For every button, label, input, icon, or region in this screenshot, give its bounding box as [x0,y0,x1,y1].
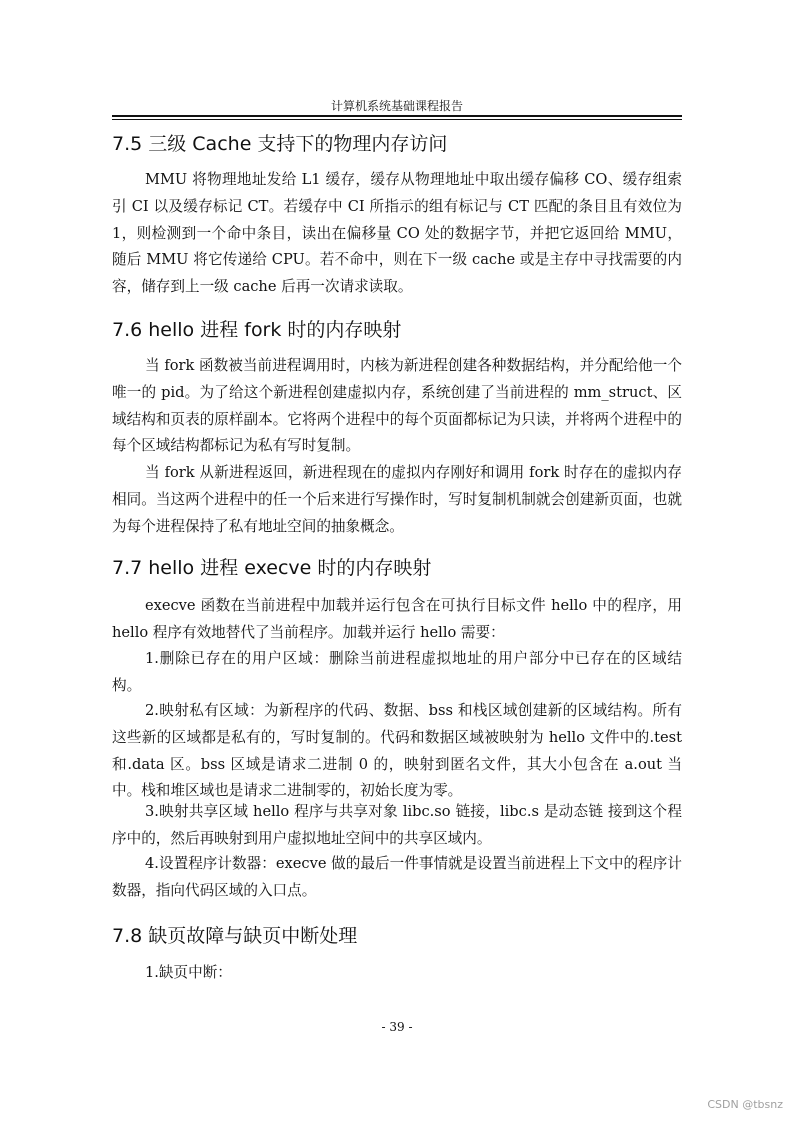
paragraph: 1.删除已存在的用户区域：删除当前进程虚拟地址的用户部分中已存在的区域结构。 [112,650,682,694]
section-heading-7-6: 7.6 hello 进程 fork 时的内存映射 [112,319,402,341]
paragraph: 4.设置程序计数器：execve 做的最后一件事情就是设置当前进程上下文中的程序计数器，指向代码区域的入口点。 [112,855,682,899]
section-heading-7-5: 7.5 三级 Cache 支持下的物理内存访问 [112,133,448,155]
header-rule-thick [112,115,682,117]
section-heading-7-7: 7.7 hello 进程 execve 时的内存映射 [112,557,432,579]
paragraph: 3.映射共享区域 hello 程序与共享对象 libc.so 链接，libc.s 是动态链 接到这个程序中的，然后再映射到用户虚拟地址空间中的共享区域内。 [112,803,682,847]
watermark: CSDN @tbsnz [707,1098,783,1111]
paragraph: MMU 将物理地址发给 L1 缓存，缓存从物理地址中取出缓存偏移 CO、缓存组索引 CI 以及缓存标记 CT。若缓存中 CI 所指示的组有标记与 CT 匹配的条目且有效位为 1，则检测到一个命中条目，读出在偏移量 CO 处的数据字节，并把它返回给 MMU，随后 MMU 将它传递给 CPU。若不命中，则在下一级 cache 或是主存中寻找需要的内容，储存到上一级 cache 后再一次请求读取。 [112,171,682,296]
running-header: 计算机系统基础课程报告 [330,99,463,113]
paragraph: 1.缺页中断： [145,964,232,981]
header-rule-thin [112,119,682,120]
section-heading-7-8: 7.8 缺页故障与缺页中断处理 [112,925,358,947]
paragraph: execve 函数在当前进程中加载并运行包含在可执行目标文件 hello 中的程序，用 hello 程序有效地替代了当前程序。加载并运行 hello 需要： [112,597,682,641]
paragraph: 2.映射私有区域：为新程序的代码、数据、bss 和栈区域创建新的区域结构。所有这些新的区域都是私有的，写时复制的。代码和数据区域被映射为 hello 文件中的.test 和.data 区。bss 区域是请求二进制 0 的，映射到匿名文件，其大小包含在 a.out 当中。栈和堆区域也是请求二进制零的，初始长度为零。 [112,702,682,800]
paragraph: 当 fork 从新进程返回，新进程现在的虚拟内存刚好和调用 fork 时存在的虚拟内存相同。当这两个进程中的任一个后来进行写操作时，写时复制机制就会创建新页面，也就为每个进程保持了私有地址空间的抽象概念。 [112,464,682,535]
paragraph: 当 fork 函数被当前进程调用时，内核为新进程创建各种数据结构，并分配给他一个唯一的 pid。为了给这个新进程创建虚拟内存，系统创建了当前进程的 mm_struct、区域结构和页表的原样副本。它将两个进程中的每个页面都标记为只读，并将两个进程中的每个区域结构都标记为私有写时复制。 [112,357,682,455]
page-number: - 39 - [381,1020,413,1034]
